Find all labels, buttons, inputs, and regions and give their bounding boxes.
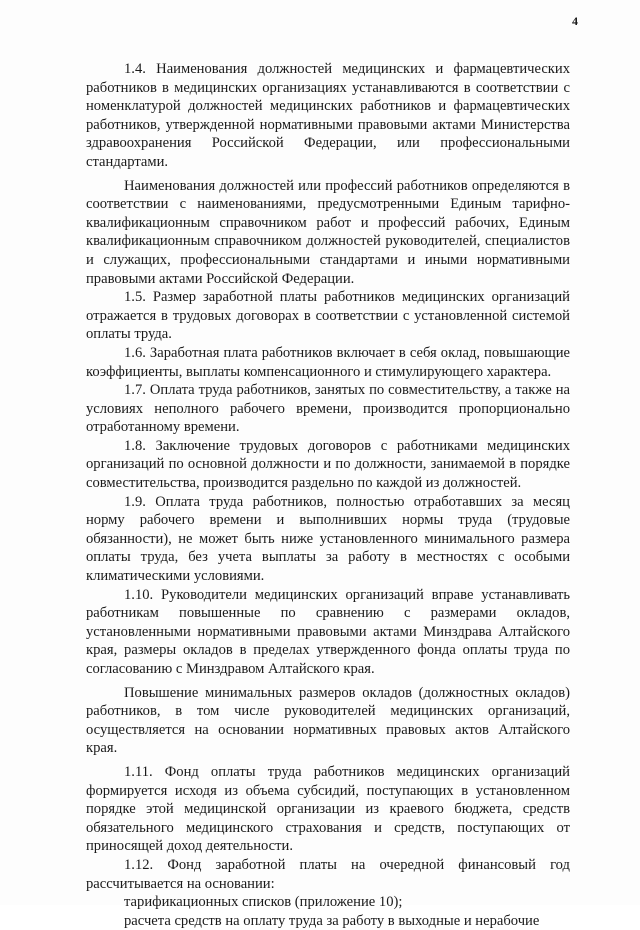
paragraph-1-10: 1.10. Руководители медицинских организаций вправе устанавливать работникам повышенные по сравнению с размерами окладов, установленными нормативными правовыми актами Минздрава Алтайского края, размеры окладов в пределах утвержденного фонда оплаты труда по согласованию с Минздравом Алтайского края. bbox=[86, 586, 570, 677]
paragraph-1-8: 1.8. Заключение трудовых договоров с работниками медицинских организаций по основной должности и по должности, занимаемой в порядке совместительства, производится раздельно по каждой из должностей. bbox=[86, 437, 570, 492]
paragraph-1-4: 1.4. Наименования должностей медицинских и фармацевтических работников в медицинских организациях устанавливаются в соответствии с номенклатурой должностей медицинских работников и фармацевтических работников, утвержденной нормативными правовыми актами Министерства здравоохранения Российской Федерации, или профессиональными стандартами. bbox=[86, 61, 570, 170]
paragraph-1-12: 1.12. Фонд заработной платы на очередной финансовый год рассчитывается на основании: bbox=[86, 856, 570, 892]
paragraph-1-11: 1.11. Фонд оплаты труда работников медицинских организаций формируется исходя из объема субсидий, поступающих в установленном порядке этой медицинской организации из краевого бюджета, средств обязательного медицинского страхования и средств, поступающих от приносящей доход деятельности. bbox=[86, 763, 570, 855]
paragraph-1-6: 1.6. Заработная плата работников включает в себя оклад, повышающие коэффициенты, выплаты компенсационного и стимулирующего характера. bbox=[86, 344, 570, 380]
paragraph-1-9: 1.9. Оплата труда работников, полностью отработавших за месяц норму рабочего времени и выполнивших нормы труда (трудовые обязанности), не может быть ниже установленного минимального размера оплаты труда, без учета выплаты за работу в местностях с особыми климатическими условиями. bbox=[86, 493, 570, 585]
document-body bbox=[86, 60, 570, 930]
paragraph-position-names: Наименования должностей или профессий работников определяются в соответствии с наименованиями, предусмотренными Единым тарифно-квалификационным справочником работ и профессий рабочих, Единым квалификационным справочником должностей руководителей, специалистов и служащих, профессиональными стандартами и иными нормативными правовыми актами Российской Федерации. bbox=[86, 177, 570, 287]
paragraph-salary-increase: Повышение минимальных размеров окладов (должностных окладов) работников, в том числе руководителей медицинских организаций, осуществляется на основании нормативных правовых актов Алтайского края. bbox=[86, 684, 570, 757]
paragraph-weekend-pay: расчета средств на оплату труда за работу в выходные и нерабочие bbox=[124, 912, 540, 929]
page-number: 4 bbox=[572, 14, 578, 28]
paragraph-1-7: 1.7. Оплата труда работников, занятых по совместительству, а также на условиях неполного рабочего времени, производится пропорционально отработанному времени. bbox=[86, 382, 570, 436]
paragraph-tariff-lists: тарификационных списков (приложение 10); bbox=[124, 894, 403, 911]
paragraph-1-5: 1.5. Размер заработной платы работников медицинских организаций отражается в трудовых договорах в соответствии с установленной системой оплаты труда. bbox=[86, 289, 570, 343]
